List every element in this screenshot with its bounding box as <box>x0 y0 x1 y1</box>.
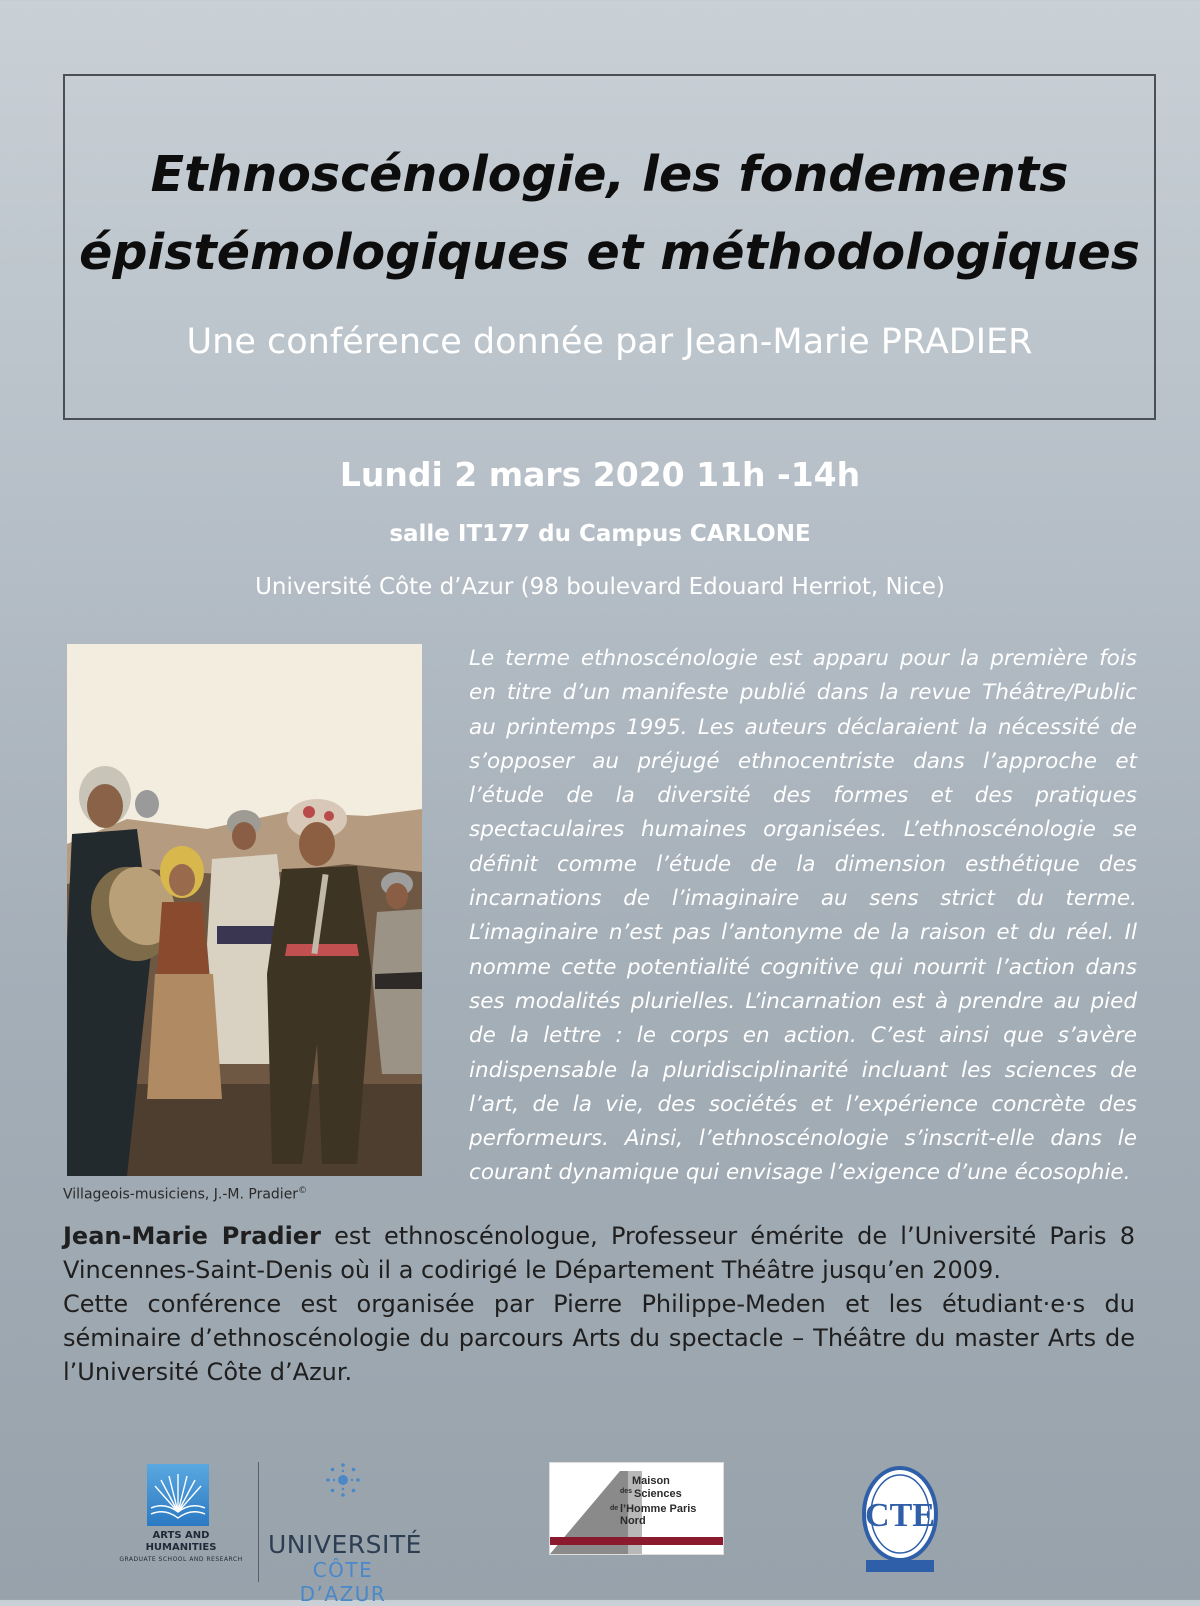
photo-caption <box>63 1186 307 1203</box>
speaker-bio <box>63 1219 1135 1389</box>
speaker-name: Jean-Marie Pradier <box>63 1222 321 1250</box>
title-line-1: Ethnoscénologie, les fondements <box>150 146 1069 203</box>
poster-title <box>65 136 1154 292</box>
uca-sun-icon <box>323 1460 363 1500</box>
logos-row <box>0 1450 1200 1606</box>
logo-divider <box>258 1462 259 1582</box>
uca-logo <box>268 1450 422 1606</box>
cte-seal-icon <box>860 1464 940 1574</box>
arts-humanities-text <box>111 1530 251 1566</box>
title-box <box>63 74 1156 420</box>
event-room: salle IT177 du Campus CARLONE <box>389 521 811 547</box>
event-address: Université Côte d’Azur (98 boulevard Edouard Herriot, Nice) <box>255 574 945 600</box>
uca-line-1: UNIVERSITÉ <box>268 1530 422 1559</box>
event-date: Lundi 2 mars 2020 11h -14h <box>339 455 861 494</box>
title-line-2: épistémologiques et méthodologiques <box>79 224 1140 281</box>
photo-caption-text: Villageois-musiciens, J.-M. Pradier <box>63 1186 299 1203</box>
arts-line-3: GRADUATE SCHOOL AND RESEARCH <box>119 1556 243 1563</box>
bio-paragraph-2: Cette conférence est organisée par Pierre Philippe-Meden et les étudiant·e·s du séminaire d’ethnoscénologie du parcours Arts du spectacle – Théâtre du master Arts de l’Université Côte d’Azur. <box>63 1290 1135 1386</box>
cte-logo <box>860 1464 940 1574</box>
arts-line-1: ARTS AND <box>152 1530 210 1541</box>
musicians-photo-illustration <box>67 644 422 1176</box>
msh-paris-nord-logo <box>549 1462 724 1555</box>
uca-line-2: CÔTE D’AZUR <box>299 1558 387 1606</box>
msh-line-1: Maison <box>632 1475 670 1487</box>
msh-line-4: de <box>610 1505 619 1512</box>
msh-line-5: l’Homme Paris Nord <box>620 1503 697 1527</box>
bio-text-1: est ethnoscénologue, Professeur émérite de l’Université Paris 8 Vincennes-Saint-Denis où il a codirigé le Département Théâtre jusqu’en 2009. <box>63 1222 1135 1284</box>
copyright-symbol: © <box>298 1186 308 1196</box>
abstract-text: Le terme ethnoscénologie est apparu pour la première fois en titre d’un manifeste publié dans la revue Théâtre/Public au printemps 1995. Les auteurs déclaraient la nécessité de s’opposer au préjugé ethnocentriste dans l’approche et l’étude de la diversité des formes et des pratiques spectaculaires humaines organisées. L’ethnoscénologie se définit comme l’étude de la dimension esthétique des incarnations de l’imaginaire au sens strict du terme. L’imaginaire n’est pas l’antonyme de la raison et du réel. Il nomme cette potentialité cognitive qui nourrit l’action dans ses modalités plurielles. L’incarnation est à prendre au pied de la lettre : le corps en action. C’est ainsi que s’avère indispensable la pluridisciplinarité incluant les sciences de l’art, de la vie, des sociétés et l’expérience concrète des performeurs. Ainsi, l’ethnoscénologie s’inscrit-elle dans le courant dynamique qui envisage l’exigence d’une écosophie. <box>469 646 1137 1186</box>
bio-paragraph-1 <box>63 1219 1135 1287</box>
arts-line-2: HUMANITIES <box>145 1542 217 1553</box>
msh-line-2: des <box>620 1488 633 1495</box>
msh-line-3: Sciences <box>634 1488 682 1500</box>
subtitle: Une conférence donnée par Jean-Marie PRADIER <box>186 322 1033 362</box>
arts-humanities-logo <box>111 1464 251 1574</box>
arts-humanities-book-icon <box>147 1464 209 1526</box>
musicians-photo <box>67 644 422 1176</box>
svg-text:CTE: CTE <box>865 1497 935 1534</box>
